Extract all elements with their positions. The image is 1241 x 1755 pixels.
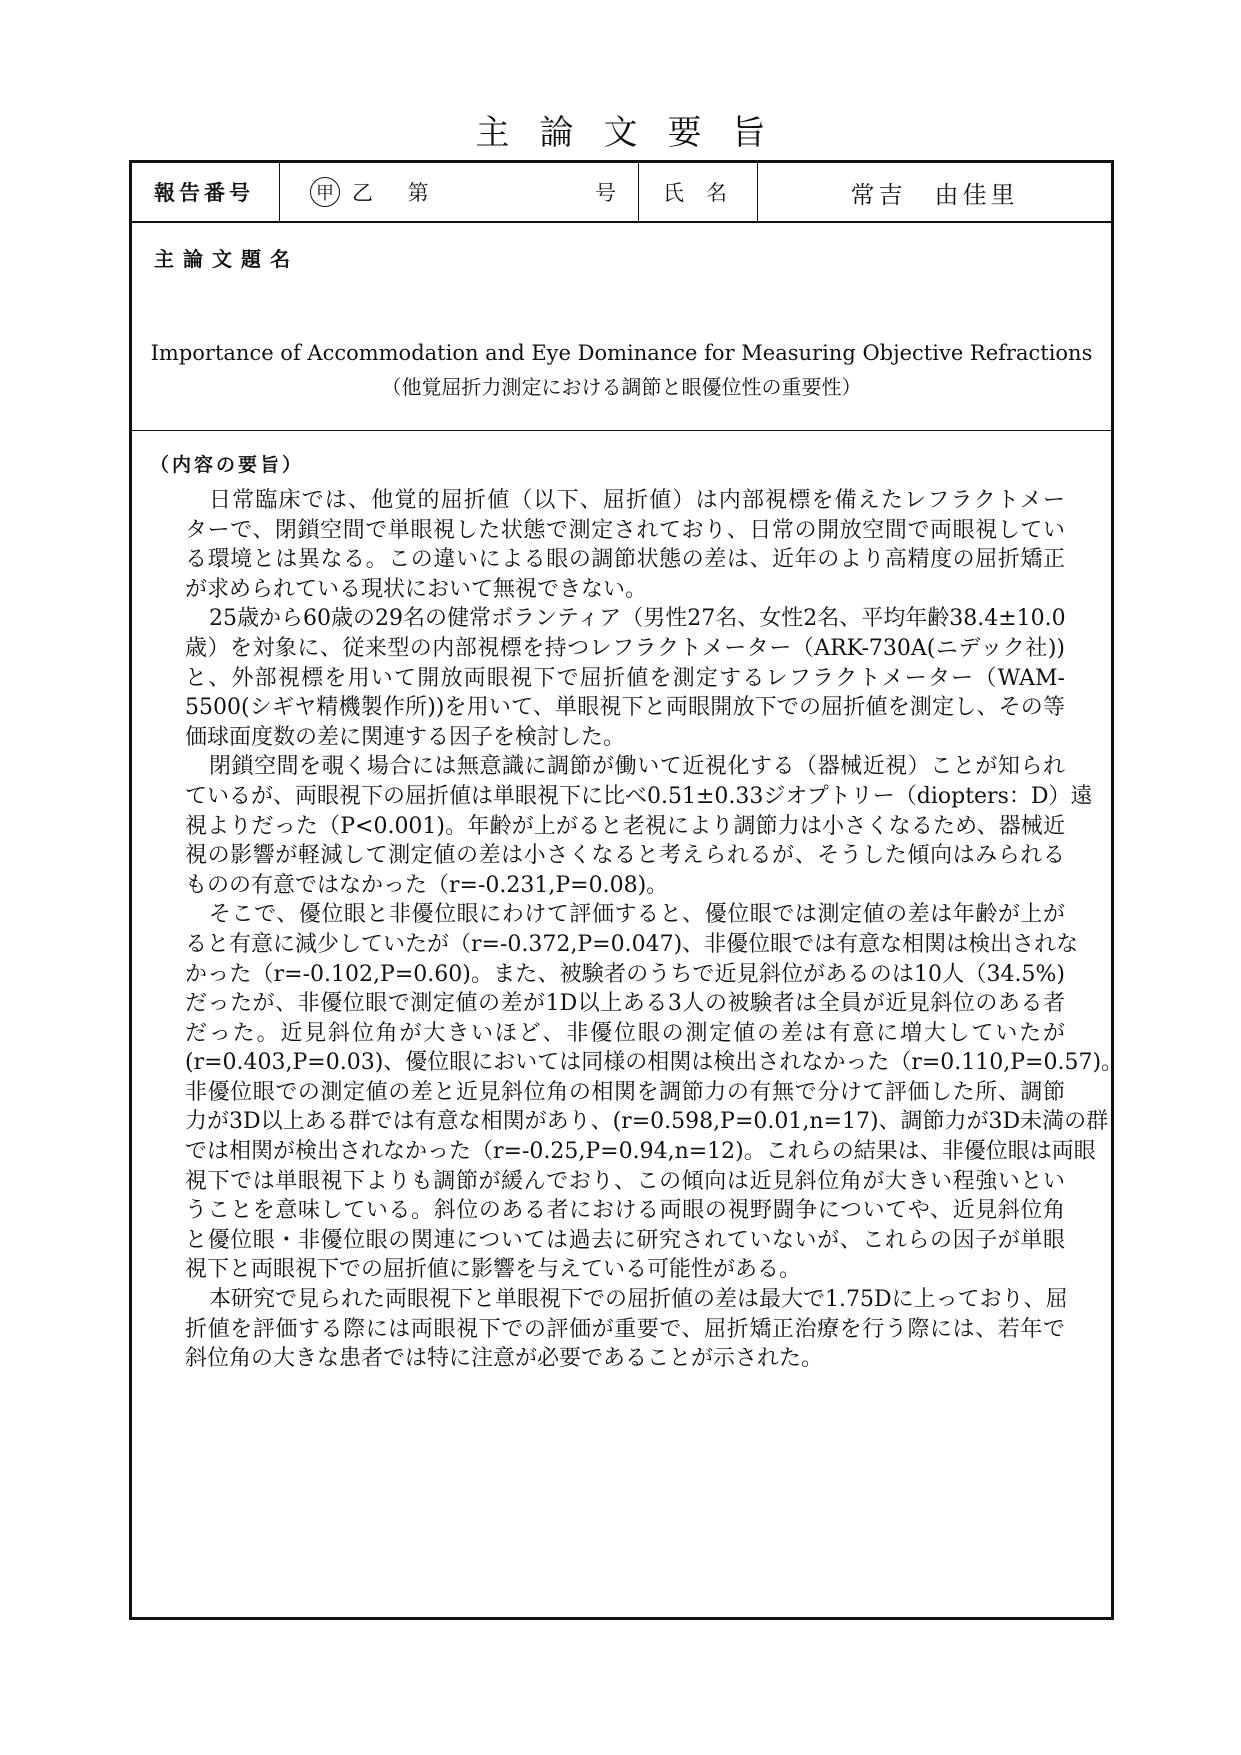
thesis-title-section	[132, 221, 1111, 431]
summary-form	[129, 160, 1124, 1620]
summary-line: ターで、閉鎖空間で単眼視した状態で測定されており、日常の開放空間で両眼視してい	[185, 517, 1065, 543]
summary-line: かった（r=-0.102,P=0.60)。また、被験者のうちで近見斜位があるのは10人（34.5%)	[185, 961, 1065, 987]
summary-line: うことを意味している。斜位のある者における両眼の視野闘争についてや、近見斜位角	[185, 1198, 1065, 1224]
otsu-dai-label: 乙 第	[352, 181, 443, 205]
summary-line: だったが、非優位眼で測定値の差が1D以上ある3人の被験者は全員が近見斜位のある者	[185, 991, 1065, 1017]
thesis-title-en: Importance of Accommodation and Eye Dominance for Measuring Objective Refractions	[150, 341, 1093, 365]
summary-label: （内容の要旨）	[150, 454, 305, 476]
summary-line: 25歳から60歳の29名の健常ボランティア（男性27名、女性2名、平均年齢38.4±10.0	[209, 606, 1066, 632]
summary-line: 閉鎖空間を覗く場合には無意識に調節が働いて近視化する（器械近視）ことが知られ	[209, 754, 1065, 780]
name-value: 常吉 由佳里	[850, 180, 1019, 209]
thesis-title-ja: （他覚屈折力測定における調節と眼優位性の重要性）	[381, 375, 862, 399]
summary-line: 斜位角の大きな患者では特に注意が必要であることが示された。	[185, 1346, 824, 1372]
summary-body	[185, 486, 1124, 1374]
summary-line: る環境とは異なる。この違いによる眼の調節状態の差は、近年のより高精度の屈折矯正	[185, 547, 1065, 573]
header-row	[132, 163, 1111, 223]
gou-label: 号	[595, 181, 616, 205]
summary-line: 歳）を対象に、従来型の内部視標を持つレフラクトメーター（ARK-730A(ニデック社))	[185, 635, 1065, 661]
summary-line: 視下では単眼視下よりも調節が緩んでおり、この傾向は近見斜位角が大きい程強いとい	[185, 1168, 1065, 1194]
summary-line: 本研究で見られた両眼視下と単眼視下での屈折値の差は最大で1.75Dに上っており、屈	[209, 1287, 1068, 1313]
thesis-title-label: 主論文題名	[154, 247, 299, 271]
summary-line: 視の影響が軽減して測定値の差は小さくなると考えられるが、そうした傾向はみられる	[185, 843, 1065, 869]
summary-line: 5500(シギヤ精機製作所))を用いて、単眼視下と両眼開放下での屈折値を測定し、その等	[185, 695, 1065, 721]
summary-line: ると有意に減少していたが（r=-0.372,P=0.047)、非優位眼では有意な相関は検出されな	[185, 931, 1079, 957]
summary-line: ているが、両眼視下の屈折値は単眼視下に比べ0.51±0.33ジオプトリー（diopters：D）遠	[185, 783, 1093, 809]
summary-line: と、外部視標を用いて開放両眼視下で屈折値を測定するレフラクトメーター（WAM-	[185, 665, 1065, 691]
summary-line: 日常臨床では、他覚的屈折値（以下、屈折値）は内部視標を備えたレフラクトメー	[209, 488, 1065, 513]
kou-circled-mark: 甲	[310, 177, 340, 207]
summary-line: 力が3D以上ある群では有意な相関があり、(r=0.598,P=0.01,n=17)、調節力が3D未満の群	[185, 1109, 1109, 1135]
summary-line: 非優位眼での測定値の差と近見斜位角の相関を調節力の有無で分けて評価した所、調節	[185, 1079, 1065, 1105]
name-label: 氏名	[639, 163, 758, 221]
report-number-field	[280, 163, 639, 221]
summary-line: と優位眼・非優位眼の関連については過去に研究されていないが、これらの因子が単眼	[185, 1227, 1065, 1253]
summary-line: (r=0.403,P=0.03)、優位眼においては同様の相関は検出されなかった（r=0.110,P=0.57)。	[185, 1050, 1124, 1076]
summary-line: だった。近見斜位角が大きいほど、非優位眼の測定値の差は有意に増大していたが	[185, 1020, 1065, 1046]
summary-line: 折値を評価する際には両眼視下での評価が重要で、屈折矯正治療を行う際には、若年で	[185, 1316, 1065, 1342]
summary-line: 視下と両眼視下での屈折値に影響を与えている可能性がある。	[185, 1257, 802, 1283]
summary-line: 価球面度数の差に関連する因子を検討した。	[185, 724, 626, 750]
summary-line: が求められている現状において無視できない。	[185, 576, 648, 602]
summary-line: 視よりだった（P<0.001)。年齢が上がると老視により調節力は小さくなるため、器械近	[185, 813, 1065, 839]
summary-line: ものの有意ではなかった（r=-0.231,P=0.08)。	[185, 872, 669, 898]
summary-line: では相関が検出されなかった（r=-0.25,P=0.94,n=12)。これらの結果は、非優位眼は両眼	[185, 1139, 1096, 1165]
report-number-label: 報告番号	[132, 163, 280, 221]
document-title: 主論文要旨	[475, 113, 796, 153]
summary-line: そこで、優位眼と非優位眼にわけて評価すると、優位眼では測定値の差は年齢が上が	[209, 902, 1065, 928]
